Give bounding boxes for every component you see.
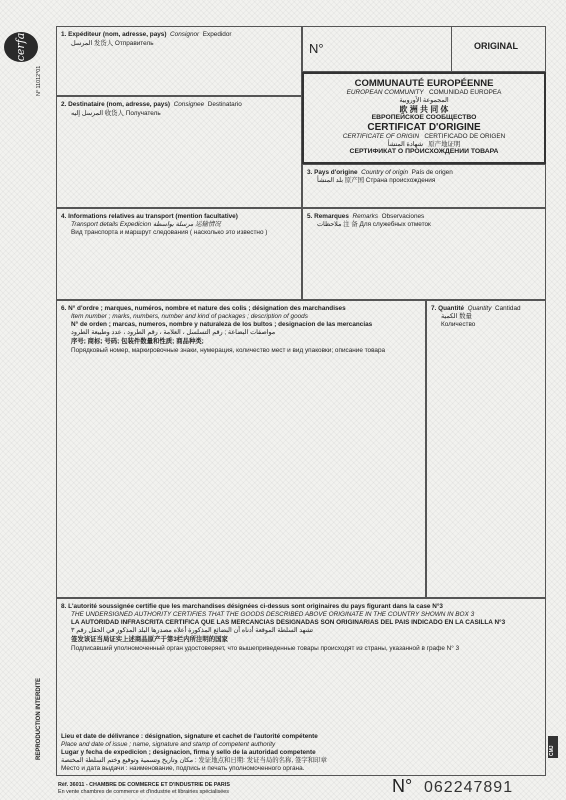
- origin-label-en: Country of origin: [361, 169, 408, 176]
- transport-label: 4. Informations relatives au transport (mention facultative): [61, 213, 238, 220]
- consignor-label: 1. Expéditeur (nom, adresse, pays): [61, 31, 167, 38]
- consignor-label-es: Expedidor: [202, 31, 232, 38]
- original-cell: [451, 26, 546, 72]
- goods-label-zh: 序号; 商标; 号码; 包装件数量和性质; 商品种类;: [71, 338, 204, 345]
- community-title: COMMUNAUTÉ EUROPÉENNE: [354, 78, 494, 89]
- transport-label-ru: Вид транспорта и маршрут следования ( насколько это известно ): [71, 229, 268, 236]
- community-title-ar: المجموعة الأوروبية: [399, 97, 449, 104]
- certification-text-fr: 8. L'autorité soussignée certifie que les marchandises désignées ci-dessus sont originaires du pays figurant dans la case N°3: [61, 603, 443, 610]
- certification-text-es: LA AUTORIDAD INFRASCRITA CERTIFICA QUE LAS MERCANCIAS DESIGNADAS SON ORIGINARIAS DEL PAIS INDICADO EN LA CASILLA N°3: [71, 619, 506, 626]
- origin-label-multi: بلد المنشأ 原产国 Страна происхождения: [317, 177, 436, 184]
- certification-text-en: THE UNDERSIGNED AUTHORITY CERTIFIES THAT THE GOODS DESCRIBED ABOVE ORIGINATE IN THE COUNTRY SHOWN IN BOX 3: [71, 611, 475, 618]
- certificate-title-zh: 原产地证明: [428, 140, 461, 148]
- goods-label-es: N° de orden ; marcas, numeros, nombre y naturaleza de los bultos ; designacion de las mercancias: [71, 321, 373, 328]
- consignee-label-en: Consignee: [173, 101, 205, 108]
- cerfa-logo: cerfa: [4, 32, 38, 62]
- box-quantity[interactable]: [426, 300, 546, 598]
- quantity-label: 7. Quantité: [431, 305, 465, 312]
- remarks-label: 5. Remarques: [307, 213, 349, 220]
- certification-text-ru: Подписавший уполномоченный орган удостоверяет, что вышеприведенные товары происходят из страны, указанной в графе N° 3: [71, 645, 460, 652]
- reproduction-notice: REPRODUCTION INTERDITE: [36, 677, 42, 760]
- certificate-title-en: CERTIFICATE OF ORIGIN: [342, 133, 420, 140]
- quantity-label-es: Cantidad: [494, 305, 521, 312]
- box-consignee[interactable]: [56, 96, 302, 208]
- community-title-en: EUROPEAN COMMUNITY: [346, 89, 424, 96]
- consignor-label-multi: المرسل 发货人 Отправитель: [71, 40, 154, 47]
- certificate-title-ar: شهادة المنشأ: [387, 140, 423, 148]
- serial-number-label: N°: [392, 776, 413, 796]
- certification-text-ar: تشهد السلطة الموقعة أدناه أن البضائع المذكورة أعلاه مصدرها البلد المذكور في الحقل رقم ٣: [71, 627, 314, 634]
- issue-label-es: Lugar y fecha de expedicion ; designacion, firma y sello de la autoridad competente: [61, 749, 316, 756]
- number-label: N°: [309, 41, 324, 56]
- box-remarks[interactable]: [302, 208, 546, 300]
- certificate-title: CERTIFICAT D'ORIGINE: [367, 122, 481, 133]
- footer-sale: En vente chambres de commerce et d'industrie et librairies spécialisées: [58, 789, 229, 795]
- certificate-title-es: CERTIFICADO DE ORIGEN: [424, 133, 506, 140]
- box-goods-description[interactable]: [56, 300, 426, 598]
- certification-text-zh: 签发该证当局证实上述商品原产于第3栏内所注明的国家: [71, 636, 228, 643]
- box-country-of-origin[interactable]: [302, 164, 546, 208]
- footer-reference: Réf. 36011 - CHAMBRE DE COMMERCE ET D'INDUSTRIE DE PARIS: [58, 782, 230, 788]
- cmj-label: CMJ: [549, 745, 555, 756]
- community-title-ru: ЕВРОПЕЙСКОЕ СООБЩЕСТВО: [371, 114, 477, 121]
- box-number: [302, 26, 546, 72]
- box-transport[interactable]: [56, 208, 302, 300]
- origin-label-es: País de origen: [411, 169, 453, 176]
- remarks-label-es: Observaciones: [381, 213, 425, 220]
- issue-label-ar-zh: مكان وتاريخ وتسمية وتوقيع وختم السلطة المختصة : 发证地点和日期: 发证当局的名称, 签字和印章: [61, 757, 327, 764]
- certificate-title-ru: СЕРТИФИКАТ О ПРОИСХОЖДЕНИИ ТОВАРА: [349, 148, 499, 155]
- issue-label-ru: Место и дата выдачи : наименование, подпись и печать уполномоченного органа.: [61, 765, 305, 772]
- serial-number: 062247891: [424, 779, 514, 796]
- goods-label-ar: مواصفات البضاعة ; رقم التسلسل ، العلامة ، رقم الطرود ، عدد وطبيعة الطرود: [71, 329, 276, 336]
- original-label: ORIGINAL: [474, 41, 518, 51]
- origin-label: 3. Pays d'origine: [307, 169, 358, 176]
- quantity-label-ru: Количество: [441, 321, 476, 328]
- box-certification[interactable]: [56, 598, 546, 776]
- consignee-label-es: Destinatario: [207, 101, 242, 108]
- consignor-label-en: Consignor: [170, 31, 200, 38]
- community-title-zh: 欧 洲 共 同 体: [399, 105, 449, 114]
- left-margin: [0, 0, 56, 800]
- quantity-label-en: Quantity: [467, 305, 492, 312]
- issue-label-fr: Lieu et date de délivrance : désignation, signature et cachet de l'autorité compétente: [61, 733, 318, 740]
- goods-label: 6. N° d'ordre ; marques, numéros, nombre et nature des colis ; désignation des marchandises: [61, 305, 346, 312]
- community-title-es: COMUNIDAD EUROPEA: [428, 89, 502, 96]
- goods-label-en: Item number ; marks, numbers, number and kind of packages ; description of goods: [71, 313, 308, 320]
- quantity-label-multi: الكمية 数量: [441, 313, 472, 320]
- goods-label-ru: Порядковый номер, маркировочные знаки, нумерация, количество мест и вид упаковки; описание товара: [71, 347, 386, 354]
- cmj-mark: [548, 736, 558, 758]
- issue-label-en: Place and date of issue ; name, signature and stamp of competent authority: [61, 741, 276, 748]
- box-consignor[interactable]: [56, 26, 302, 96]
- remarks-label-multi: ملاحظات 注 备 Для служебных отметок: [317, 221, 431, 228]
- consignee-label-multi: المرسل إليه 收货人 Получатель: [71, 110, 161, 117]
- consignee-label: 2. Destinataire (nom, adresse, pays): [61, 101, 171, 108]
- title-block: [302, 72, 546, 164]
- transport-label-multi: Transport details Expedicion مرسلة بواسطة 运输情况: [71, 221, 221, 228]
- form-code: N° 11012*01: [36, 65, 42, 96]
- remarks-label-en: Remarks: [352, 213, 379, 220]
